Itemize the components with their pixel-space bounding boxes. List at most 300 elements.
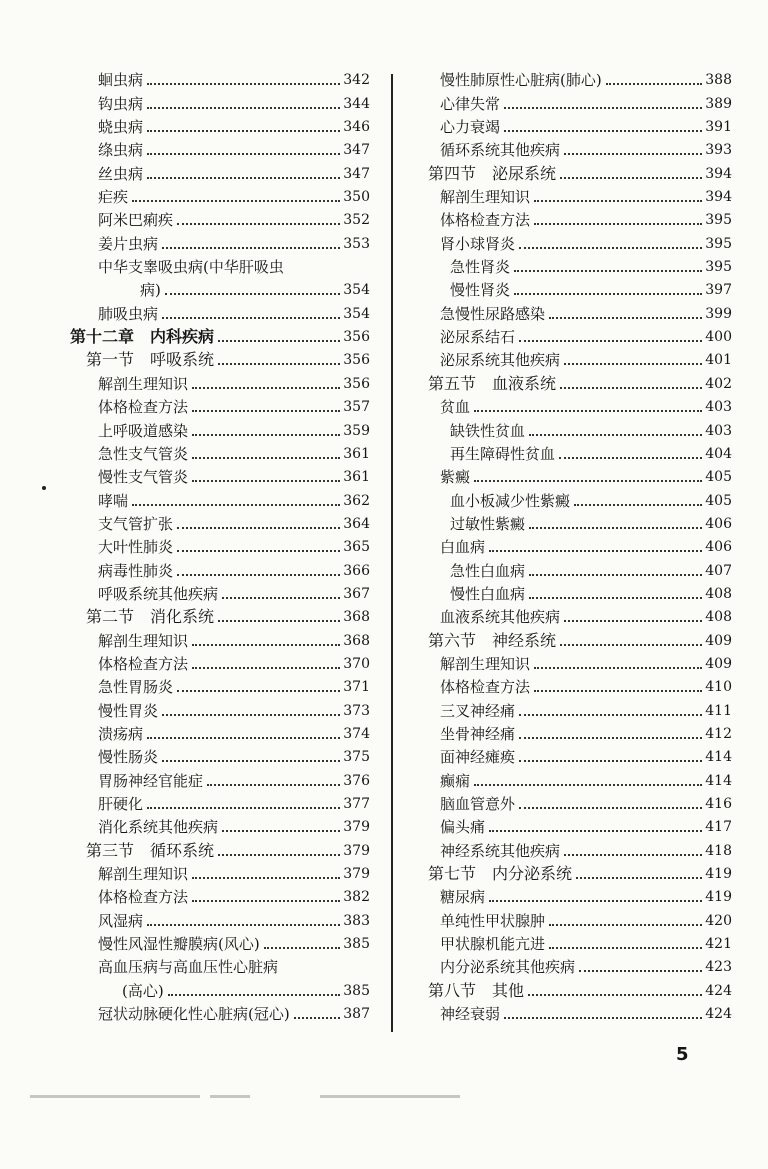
dot-leader	[162, 317, 340, 319]
toc-entry-page: 346	[343, 119, 370, 136]
toc-entry-page: 394	[705, 189, 732, 206]
dot-leader	[218, 363, 340, 365]
dot-leader	[222, 597, 340, 599]
toc-entry-title: 中华支睾吸虫病(中华肝吸虫	[98, 258, 284, 277]
toc-entry	[70, 159, 370, 182]
toc-entry	[412, 323, 732, 346]
toc-entry	[412, 229, 732, 252]
toc-entry	[70, 533, 370, 556]
dot-leader	[207, 784, 340, 786]
toc-entry-page: 387	[343, 1006, 370, 1023]
toc-entry-title: 绦虫病	[98, 141, 144, 160]
toc-entry-page: 350	[343, 189, 370, 206]
toc-entry	[412, 299, 732, 322]
toc-entry	[70, 580, 370, 603]
dot-leader	[147, 177, 340, 179]
toc-entry	[412, 206, 732, 229]
toc-entry	[70, 463, 370, 486]
dot-leader	[514, 270, 702, 272]
dot-leader	[489, 550, 702, 552]
toc-entry-page: 357	[343, 399, 370, 416]
dot-leader	[564, 153, 702, 155]
toc-entry-title: 解剖生理知识	[440, 654, 531, 673]
toc-entry-page: 408	[705, 609, 732, 626]
toc-entry-page: 421	[705, 936, 732, 953]
dot-leader	[529, 597, 702, 599]
toc-entry-title: 过敏性紫癜	[450, 514, 526, 533]
toc-entry-title: 第八节 其他	[428, 980, 525, 1000]
toc-entry	[70, 393, 370, 416]
dot-leader	[519, 807, 702, 809]
scan-artifact	[30, 1095, 200, 1098]
toc-entry-page: 400	[705, 329, 732, 346]
toc-entry-page: 406	[705, 515, 732, 532]
toc-section	[412, 976, 732, 999]
dot-leader	[529, 434, 702, 436]
dot-leader	[474, 784, 702, 786]
toc-entry	[412, 346, 732, 369]
toc-entry	[412, 1000, 732, 1023]
dot-leader	[162, 760, 340, 762]
dot-leader	[534, 223, 702, 225]
toc-entry	[70, 930, 370, 953]
toc-entry-title: 循环系统其他疾病	[440, 141, 561, 160]
toc-entry-page: 399	[705, 305, 732, 322]
toc-entry-page: 410	[705, 679, 732, 696]
dot-leader	[529, 574, 702, 576]
dot-leader	[192, 387, 340, 389]
toc-entry-title: 肺吸虫病	[98, 304, 159, 323]
toc-entry-title: 第四节 泌尿系统	[428, 163, 557, 183]
toc-entry	[70, 66, 370, 89]
dot-leader	[504, 1017, 702, 1019]
toc-entry-title: 肾小球肾炎	[440, 234, 516, 253]
toc-entry-title: 胃肠神经官能症	[98, 771, 204, 790]
toc-entry	[70, 89, 370, 112]
toc-entry-page: 342	[343, 72, 370, 89]
toc-entry-title: 慢性风湿性瓣膜病(风心)	[98, 935, 260, 954]
toc-entry-page: 420	[705, 912, 732, 929]
toc-entry-title: 疟疾	[98, 188, 129, 207]
toc-entry	[412, 253, 732, 276]
scan-artifact	[320, 1095, 460, 1098]
toc-entry	[70, 883, 370, 906]
dot-leader	[162, 247, 340, 249]
dot-leader	[489, 830, 702, 832]
dot-leader	[264, 947, 341, 949]
toc-entry-page: 354	[343, 282, 370, 299]
toc-entry-page: 361	[343, 469, 370, 486]
toc-entry-title: 泌尿系结石	[440, 328, 516, 347]
toc-entry-page: 366	[343, 562, 370, 579]
toc-entry-page: 405	[705, 492, 732, 509]
toc-entry	[412, 720, 732, 743]
dot-leader	[294, 1017, 341, 1019]
toc-entry-title: 急慢性尿路感染	[440, 304, 546, 323]
toc-entry-page: 414	[705, 749, 732, 766]
toc-entry	[70, 416, 370, 439]
toc-section	[70, 836, 370, 859]
dot-leader	[560, 387, 702, 389]
dot-leader	[177, 527, 340, 529]
toc-entry-title: 慢性支气管炎	[98, 468, 189, 487]
toc-entry	[70, 136, 370, 159]
toc-entry-title: 蛔虫病	[98, 71, 144, 90]
dot-leader	[218, 620, 340, 622]
toc-entry-title: 体格检查方法	[98, 654, 189, 673]
toc-entry-page: 424	[705, 982, 732, 999]
toc-entry	[412, 486, 732, 509]
toc-entry-page: 376	[343, 772, 370, 789]
dot-leader	[534, 200, 702, 202]
toc-entry	[412, 790, 732, 813]
toc-entry-title: 上呼吸道感染	[98, 421, 189, 440]
dot-leader	[528, 994, 702, 996]
toc-entry	[70, 906, 370, 929]
toc-entry-page: 403	[705, 422, 732, 439]
toc-entry-page: 402	[705, 375, 732, 392]
dot-leader	[504, 130, 702, 132]
toc-entry-page: 388	[705, 72, 732, 89]
toc-entry-title: 丝虫病	[98, 164, 144, 183]
toc-entry	[70, 673, 370, 696]
toc-entry-title: 解剖生理知识	[98, 374, 189, 393]
toc-entry-page: 409	[705, 632, 732, 649]
dot-leader	[564, 854, 702, 856]
toc-entry	[412, 183, 732, 206]
toc-entry	[70, 790, 370, 813]
toc-entry-title: 解剖生理知识	[98, 631, 189, 650]
toc-entry	[412, 463, 732, 486]
toc-entry-title: 面神经瘫痪	[440, 748, 516, 767]
toc-entry	[70, 743, 370, 766]
toc-entry-title: 白血病	[440, 538, 486, 557]
toc-left-column	[70, 66, 370, 1023]
toc-entry-title: 冠状动脉硬化性心脏病(冠心)	[98, 1005, 290, 1024]
dot-leader	[519, 247, 702, 249]
toc-entry-page: 394	[705, 165, 732, 182]
dot-leader	[147, 107, 340, 109]
toc-entry-page: 408	[705, 585, 732, 602]
toc-section	[412, 159, 732, 182]
toc-entry-page: 370	[343, 655, 370, 672]
toc-right-column	[412, 66, 732, 1023]
toc-entry-page: 379	[343, 866, 370, 883]
toc-entry	[70, 206, 370, 229]
dot-leader	[534, 667, 702, 669]
toc-section	[70, 603, 370, 626]
toc-entry-page: 411	[705, 702, 732, 719]
dot-leader	[162, 714, 340, 716]
toc-entry-page: 407	[705, 562, 732, 579]
dot-leader	[177, 690, 340, 692]
toc-entry-title: 慢性肾炎	[450, 281, 511, 300]
toc-entry-title: 心律失常	[440, 94, 501, 113]
toc-entry-page: 395	[705, 259, 732, 276]
toc-entry	[70, 976, 370, 999]
toc-entry-title: 姜片虫病	[98, 234, 159, 253]
toc-entry-title: 大叶性肺炎	[98, 538, 174, 557]
toc-entry-page: 395	[705, 212, 732, 229]
toc-entry-page: 419	[705, 889, 732, 906]
dot-leader	[549, 947, 702, 949]
dot-leader	[147, 130, 340, 132]
dot-leader	[132, 504, 340, 506]
dot-leader	[177, 574, 340, 576]
dot-leader	[576, 877, 702, 879]
dot-leader	[147, 807, 340, 809]
toc-entry-page: 385	[343, 982, 370, 999]
dot-leader	[192, 644, 340, 646]
dot-leader	[192, 410, 340, 412]
toc-entry	[70, 626, 370, 649]
toc-entry-title: (高心)	[122, 981, 164, 1000]
toc-entry-title: 血液系统其他疾病	[440, 608, 561, 627]
toc-entry-title: 急性胃肠炎	[98, 678, 174, 697]
dot-leader	[549, 924, 702, 926]
toc-entry-page: 371	[343, 679, 370, 696]
toc-entry-title: 三叉神经痛	[440, 701, 516, 720]
toc-entry-title: 偏头痛	[440, 818, 486, 837]
toc-entry-page: 389	[705, 95, 732, 112]
toc-entry-title: 体格检查方法	[440, 211, 531, 230]
toc-entry	[70, 253, 370, 276]
toc-entry	[412, 66, 732, 89]
toc-entry	[412, 416, 732, 439]
toc-entry	[412, 696, 732, 719]
toc-entry-page: 419	[705, 866, 732, 883]
toc-entry-title: 再生障碍性贫血	[450, 444, 556, 463]
dot-leader	[529, 527, 702, 529]
toc-entry	[412, 580, 732, 603]
column-divider	[391, 74, 393, 1032]
toc-entry-title: 坐骨神经痛	[440, 724, 516, 743]
toc-section	[412, 369, 732, 392]
toc-entry-page: 418	[705, 842, 732, 859]
toc-entry-title: 解剖生理知识	[440, 188, 531, 207]
toc-entry-title: 内分泌系统其他疾病	[440, 958, 576, 977]
toc-section	[412, 860, 732, 883]
toc-entry	[412, 393, 732, 416]
toc-entry-title: 急性肾炎	[450, 258, 511, 277]
dot-leader	[218, 340, 340, 342]
toc-section	[412, 626, 732, 649]
dot-leader	[192, 667, 340, 669]
dot-leader	[192, 877, 340, 879]
toc-entry	[70, 299, 370, 322]
toc-entry-title: 单纯性甲状腺肿	[440, 911, 546, 930]
dot-leader	[574, 504, 702, 506]
toc-entry	[412, 113, 732, 136]
toc-entry-page: 352	[343, 212, 370, 229]
toc-entry-page: 354	[343, 305, 370, 322]
toc-entry-page: 347	[343, 165, 370, 182]
toc-entry-title: 第三节 循环系统	[86, 840, 215, 860]
toc-entry-page: 383	[343, 912, 370, 929]
dot-leader	[192, 434, 340, 436]
toc-entry	[70, 720, 370, 743]
toc-entry-title: 缺铁性贫血	[450, 421, 526, 440]
toc-entry	[70, 113, 370, 136]
toc-entry-page: 404	[705, 445, 732, 462]
dot-leader	[168, 994, 341, 996]
dot-leader	[177, 223, 340, 225]
toc-entry-page: 405	[705, 469, 732, 486]
toc-entry-title: 甲状腺机能亢进	[440, 935, 546, 954]
toc-entry-title: 第五节 血液系统	[428, 373, 557, 393]
dot-leader	[192, 457, 340, 459]
dot-leader	[489, 900, 702, 902]
toc-entry	[70, 953, 370, 976]
toc-entry-title: 病毒性肺炎	[98, 561, 174, 580]
print-speck	[42, 486, 46, 490]
toc-entry-page: 353	[343, 235, 370, 252]
dot-leader	[192, 900, 340, 902]
toc-entry-page: 423	[705, 959, 732, 976]
dot-leader	[218, 854, 340, 856]
toc-entry-title: 蛲虫病	[98, 118, 144, 137]
toc-entry-page: 377	[343, 796, 370, 812]
toc-entry	[70, 766, 370, 789]
dot-leader	[579, 970, 702, 972]
toc-entry-page: 414	[705, 772, 732, 789]
toc-entry	[70, 440, 370, 463]
toc-entry-page: 417	[705, 819, 732, 836]
toc-entry-page: 395	[705, 235, 732, 252]
toc-entry	[412, 953, 732, 976]
toc-entry-title: 贫血	[440, 398, 471, 417]
toc-entry-title: 第六节 神经系统	[428, 630, 557, 650]
toc-entry-title: 体格检查方法	[440, 678, 531, 697]
scan-artifact	[210, 1095, 250, 1098]
toc-entry-title: 阿米巴痢疾	[98, 211, 174, 230]
toc-entry-title: 消化系统其他疾病	[98, 818, 219, 837]
toc-entry	[412, 813, 732, 836]
toc-entry-title: 糖尿病	[440, 888, 486, 907]
toc-entry-page: 364	[343, 515, 370, 532]
dot-leader	[519, 340, 702, 342]
toc-entry-page: 397	[705, 282, 732, 299]
dot-leader	[132, 200, 340, 202]
toc-entry	[412, 603, 732, 626]
dot-leader	[147, 737, 340, 739]
toc-entry-page: 356	[343, 352, 370, 369]
toc-entry-title: 脑血管意外	[440, 795, 516, 813]
toc-entry-title: 急性支气管炎	[98, 444, 189, 463]
toc-entry-page: 368	[343, 632, 370, 649]
toc-entry-page: 362	[343, 492, 370, 509]
toc-entry-page: 409	[705, 655, 732, 672]
dot-leader	[514, 293, 702, 295]
toc-entry-title: 哮喘	[98, 491, 129, 510]
dot-leader	[165, 293, 340, 295]
toc-entry	[412, 673, 732, 696]
toc-entry-title: 风湿病	[98, 911, 144, 930]
toc-entry	[412, 533, 732, 556]
dot-leader	[147, 924, 340, 926]
toc-entry	[412, 743, 732, 766]
toc-entry-page: 367	[343, 585, 370, 602]
toc-entry-title: 紫癜	[440, 468, 471, 487]
toc-entry	[412, 766, 732, 789]
toc-entry-page: 359	[343, 422, 370, 439]
toc-entry	[70, 650, 370, 673]
toc-entry	[70, 860, 370, 883]
toc-entry	[412, 136, 732, 159]
toc-entry-page: 374	[343, 725, 370, 742]
toc-entry-title: 血小板减少性紫癜	[450, 491, 571, 510]
toc-entry-title: 体格检查方法	[98, 398, 189, 417]
toc-entry-title: 慢性肺原性心脏病(肺心)	[440, 71, 602, 90]
toc-entry	[412, 440, 732, 463]
toc-entry-title: 慢性胃炎	[98, 701, 159, 720]
toc-entry-title: 第七节 内分泌系统	[428, 864, 573, 884]
toc-entry-title: 体格检查方法	[98, 888, 189, 907]
dot-leader	[549, 317, 702, 319]
toc-entry-page: 375	[343, 749, 370, 766]
toc-entry	[70, 183, 370, 206]
toc-entry-page: 368	[343, 609, 370, 626]
toc-entry-page: 356	[343, 375, 370, 392]
toc-entry-page: 382	[343, 889, 370, 906]
toc-entry	[70, 813, 370, 836]
toc-entry-title: 第十二章 内科疾病	[70, 327, 215, 347]
toc-entry-title: 呼吸系统其他疾病	[98, 584, 219, 603]
toc-entry-title: 支气管扩张	[98, 514, 174, 533]
toc-entry	[412, 556, 732, 579]
toc-entry	[70, 510, 370, 533]
toc-chapter	[70, 323, 370, 346]
toc-entry	[412, 276, 732, 299]
toc-entry	[412, 836, 732, 859]
toc-entry	[412, 883, 732, 906]
dot-leader	[504, 107, 702, 109]
toc-entry	[412, 906, 732, 929]
toc-entry-page: 379	[343, 819, 370, 836]
toc-entry-title: 肝硬化	[98, 795, 144, 813]
toc-entry-title: 泌尿系统其他疾病	[440, 351, 561, 370]
toc-entry-title: 第一节 呼吸系统	[86, 350, 215, 370]
toc-entry-page: 424	[705, 1006, 732, 1023]
toc-entry-page: 373	[343, 702, 370, 719]
toc-entry-title: 第二节 消化系统	[86, 607, 215, 627]
dot-leader	[559, 457, 702, 459]
dot-leader	[564, 620, 702, 622]
toc-entry-page: 385	[343, 936, 370, 953]
dot-leader	[560, 177, 702, 179]
toc-entry-page: 379	[343, 842, 370, 859]
dot-leader	[534, 690, 702, 692]
toc-entry	[70, 556, 370, 579]
dot-leader	[564, 363, 702, 365]
toc-entry-title: 溃疡病	[98, 724, 144, 743]
dot-leader	[606, 83, 703, 85]
toc-entry-page: 361	[343, 445, 370, 462]
toc-entry-title: 高血压病与高血压性心脏病	[98, 958, 279, 977]
toc-entry	[70, 369, 370, 392]
toc-entry	[412, 510, 732, 533]
toc-entry-title: 钩虫病	[98, 94, 144, 113]
toc-entry-title: 心力衰竭	[440, 118, 501, 137]
dot-leader	[474, 480, 702, 482]
toc-entry-title: 癫痫	[440, 771, 471, 790]
toc-entry-page: 344	[343, 95, 370, 112]
toc-entry-page: 391	[705, 119, 732, 136]
toc-entry-title: 神经衰弱	[440, 1005, 501, 1024]
dot-leader	[147, 153, 340, 155]
toc-entry-page: 412	[705, 725, 732, 742]
toc-entry-title: 慢性白血病	[450, 584, 526, 603]
